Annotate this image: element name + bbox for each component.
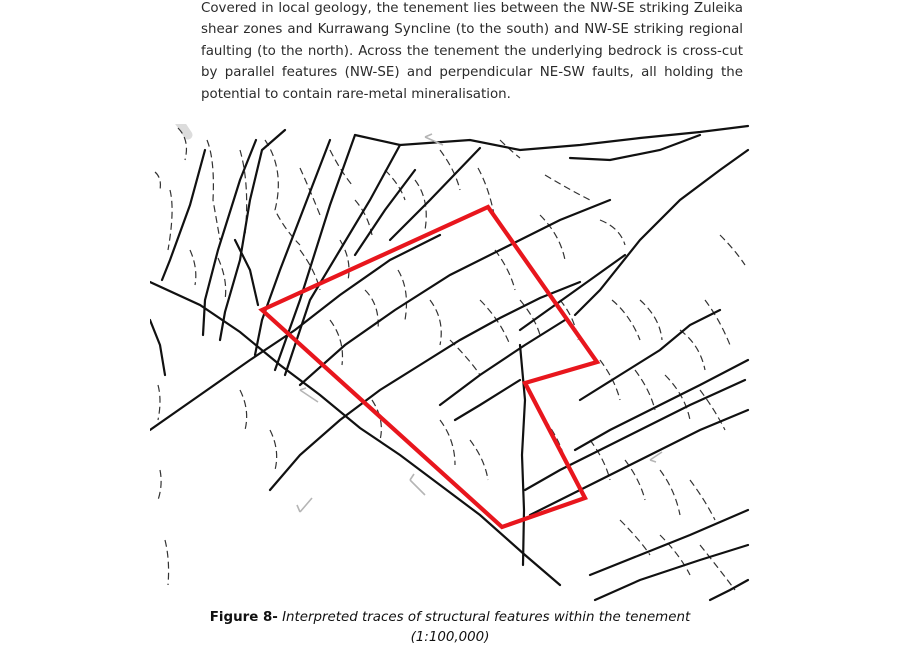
form-lines [155, 128, 745, 590]
caption-line-1 [150, 608, 750, 628]
caption-text: Interpreted traces of structural features within the tenement [282, 610, 691, 625]
caption-scale: (1:100,000) [410, 630, 490, 645]
figure-label: Figure 8- [209, 610, 278, 625]
figure-caption [150, 608, 750, 648]
body-paragraph: Covered in local geology, the tenement lies between the NW-SE striking Zuleika shear zones and Kurrawang Syncline (to the south) and NW-SE striking regional faulting (to the north). Across the tenement the underlying bedrock is cross-cut by parallel features (NW-SE) and perpendicular NE-SW faults, all holding the potential to contain rare-metal mineralisation. [201, 1, 743, 102]
structural-features-map [150, 124, 750, 608]
fault-lines [150, 126, 748, 600]
tenement-boundary [262, 207, 597, 527]
